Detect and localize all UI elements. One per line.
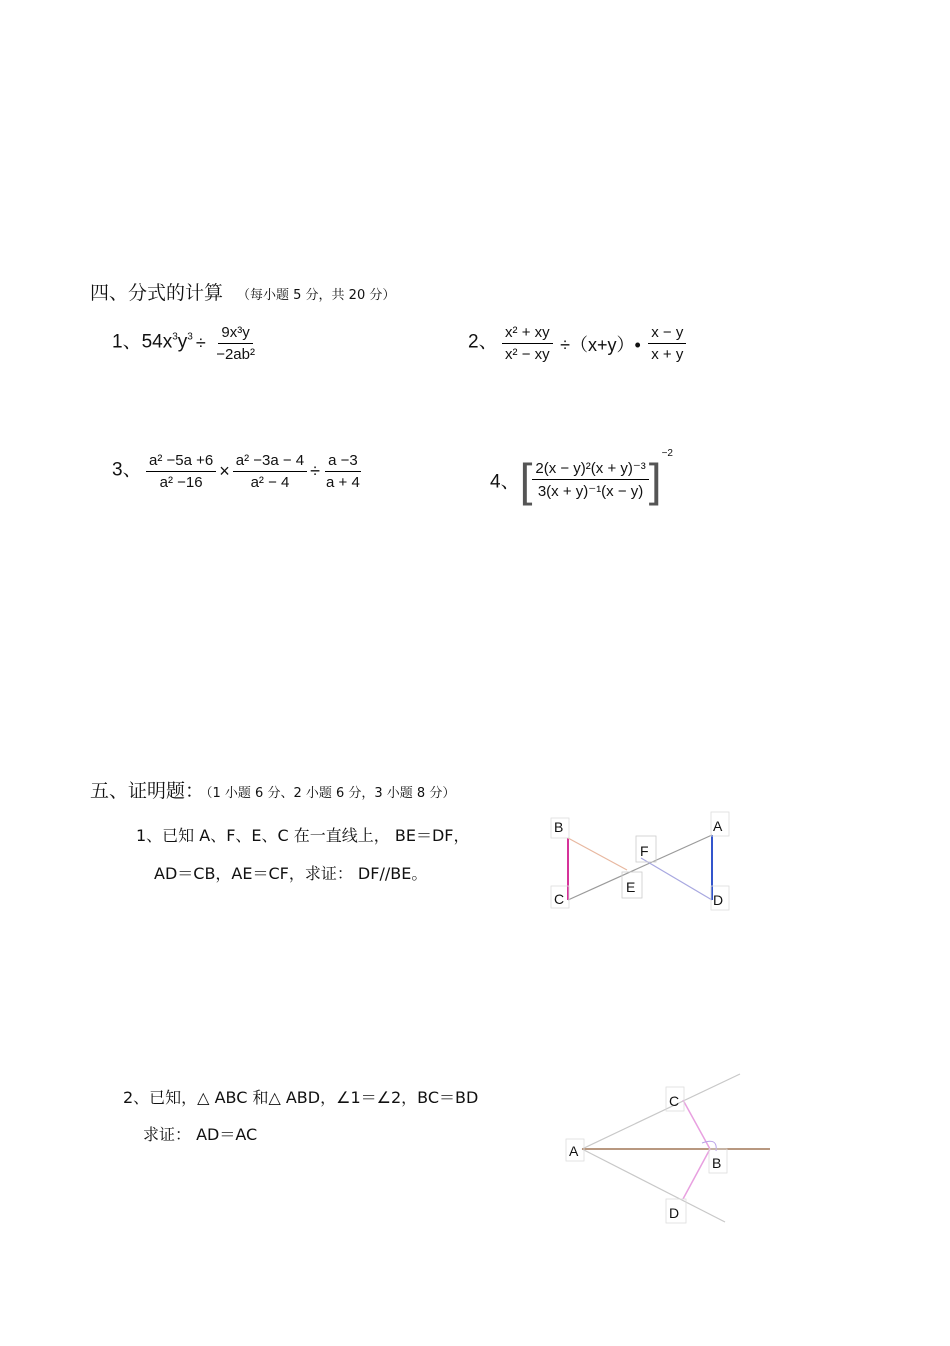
problem-3-denominator-1: a² −16 [159, 474, 203, 491]
problem-1-exp1: 3 [172, 331, 178, 343]
problem-1-fraction [213, 324, 258, 363]
problem-3 [112, 452, 363, 491]
problem-3-numerator-1: a² −5a +6 [146, 452, 216, 472]
problem-3-fraction-1 [146, 452, 216, 491]
section-5-note: （1 小题 6 分、2 小题 6 分，3 小题 8 分） [206, 786, 456, 801]
label-e: E [626, 879, 636, 895]
label-d: D [713, 892, 724, 908]
problem-4 [490, 448, 673, 506]
label-c2: C [669, 1093, 680, 1109]
problem-3-denominator-3: a + 4 [326, 474, 360, 491]
section-4-heading [90, 278, 395, 305]
problem-3-denominator-2: a² − 4 [250, 474, 290, 491]
problem-3-fraction-3 [323, 452, 363, 491]
proof-2-line-1: 2、已知，△ ABC 和△ ABD，∠1＝∠2，BC＝BD [123, 1088, 479, 1107]
ray-ac [582, 1074, 740, 1149]
problem-2-fraction-1 [502, 324, 553, 363]
problem-2-numerator-1: x² + xy [502, 324, 553, 344]
problem-2-label: 2、 [468, 331, 498, 353]
label-b: B [554, 819, 564, 835]
problem-1-exp2: 3 [187, 331, 193, 343]
problem-4-exponent: −2 [661, 448, 673, 459]
label-a: A [713, 818, 723, 834]
problem-2-denominator-1: x² − xy [505, 346, 550, 363]
problem-2-middle: ÷（x+y）• [560, 334, 641, 355]
proof-1-line-2: AD＝CB，AE＝CF，求证： DF//BE。 [154, 864, 428, 883]
problem-2-numerator-2: x − y [648, 324, 686, 344]
problem-1-divide: ÷ [195, 333, 206, 353]
problem-2-denominator-2: x + y [651, 346, 684, 363]
problem-3-fraction-2 [233, 452, 307, 491]
segment-db [683, 1149, 710, 1199]
proof-1-line-1: 1、已知 A、F、E、C 在一直线上， BE＝DF， [136, 826, 470, 845]
label-c: C [554, 891, 565, 907]
problem-3-label: 3、 [112, 459, 142, 481]
problem-1-denominator: −2ab² [216, 346, 255, 363]
section-5-title: 五、证明题： [90, 780, 205, 802]
problem-4-fraction [532, 459, 648, 500]
problem-2-fraction-2 [648, 324, 686, 363]
label-f: F [640, 843, 649, 859]
section-4-title: 四、分式的计算 [90, 282, 224, 304]
right-bracket-icon: ] [648, 453, 662, 506]
label-a2: A [569, 1143, 579, 1159]
section-5-heading [90, 776, 455, 803]
problem-4-denominator: 3(x + y)⁻¹(x − y) [537, 483, 644, 501]
problem-3-divide: ÷ [310, 461, 321, 481]
problem-3-times: × [219, 461, 230, 481]
section-4-note: （每小题 5 分，共 20 分） [237, 288, 396, 303]
problem-4-label: 4、 [490, 471, 520, 493]
problem-3-numerator-3: a −3 [325, 452, 361, 472]
problem-1-numerator: 9x³y [218, 324, 252, 344]
figure-2-triangles [560, 1065, 775, 1230]
label-d2: D [669, 1205, 680, 1221]
problem-4-numerator: 2(x − y)²(x + y)⁻³ [532, 459, 648, 480]
problem-2 [468, 324, 686, 363]
label-b2: B [712, 1155, 722, 1171]
figure-1-bowtie [545, 810, 745, 915]
left-bracket-icon: [ [519, 453, 533, 506]
problem-1-y: y [177, 331, 188, 353]
problem-3-numerator-2: a² −3a − 4 [233, 452, 307, 472]
segment-be [568, 838, 627, 870]
problem-1-lead: 54x [141, 331, 173, 353]
segment-fd [641, 858, 712, 900]
problem-1-label: 1、 [112, 331, 142, 353]
proof-2-line-2: 求证： AD＝AC [143, 1125, 258, 1144]
problem-1 [112, 324, 258, 363]
